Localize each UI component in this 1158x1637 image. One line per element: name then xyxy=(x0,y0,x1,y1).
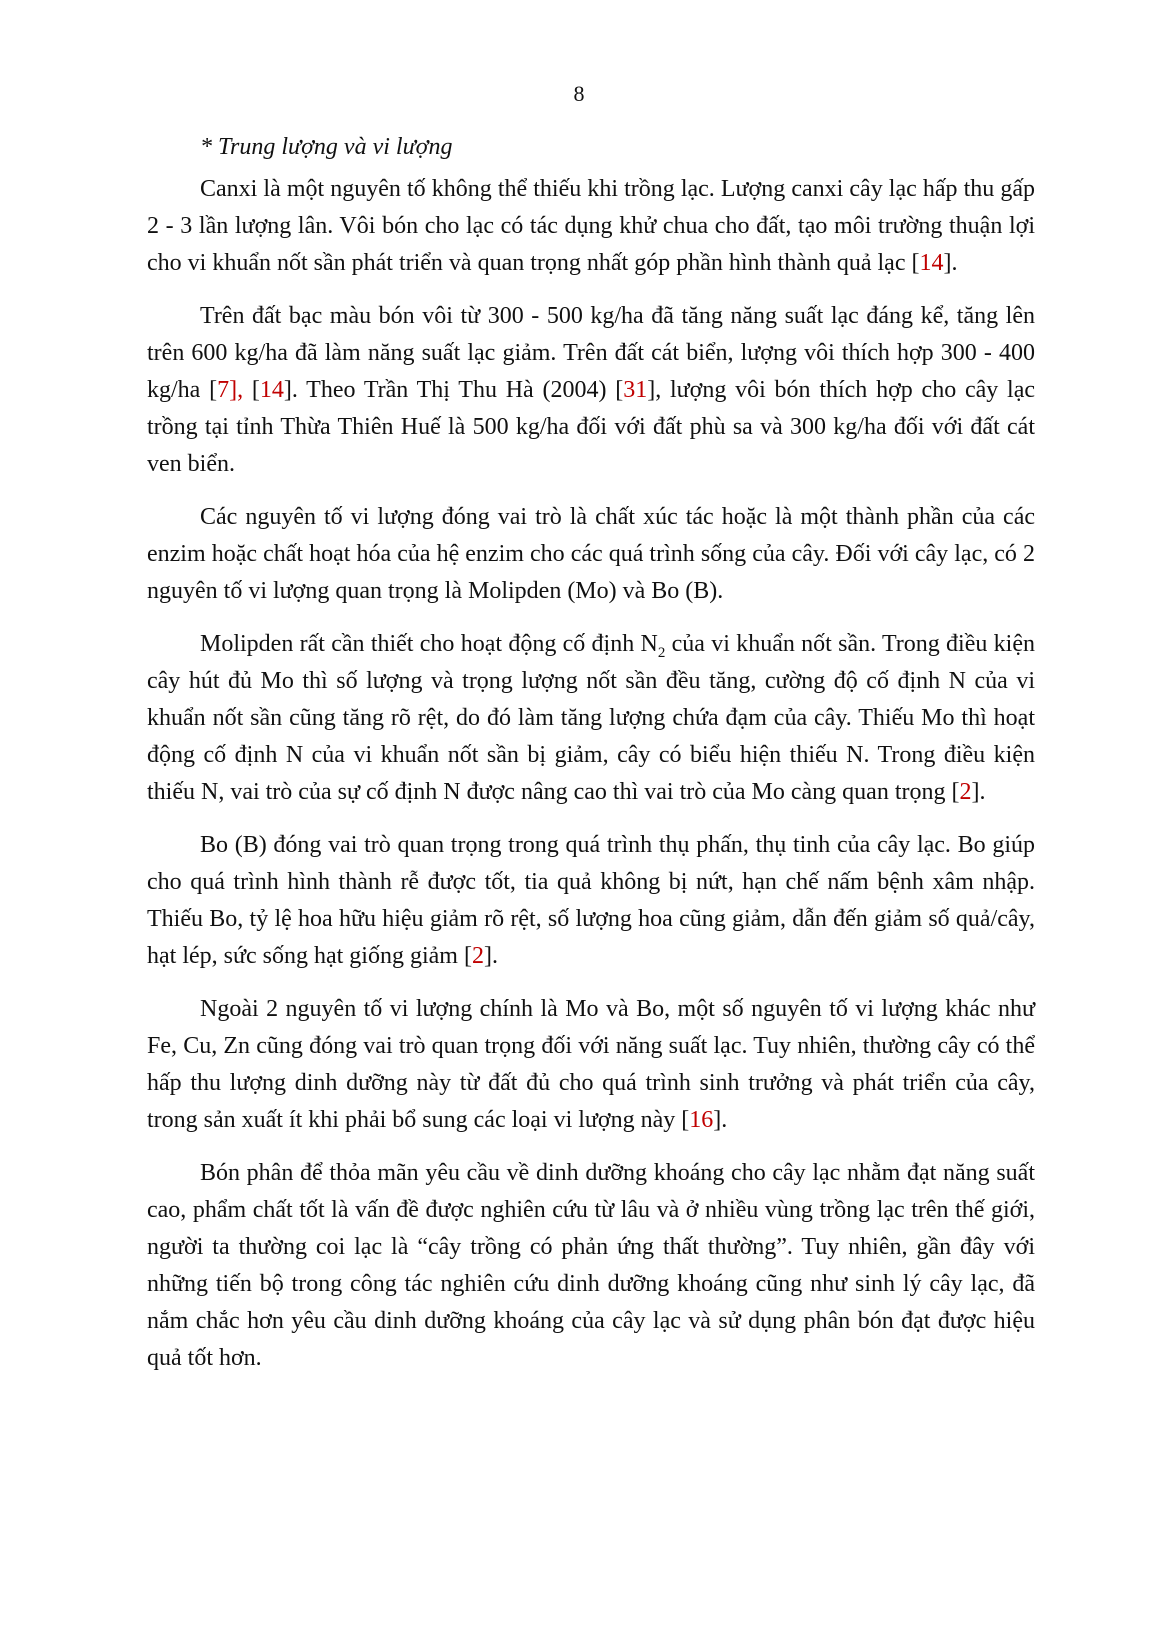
paragraph-text: ]. xyxy=(713,1107,728,1133)
citation-link[interactable]: 2 xyxy=(959,779,972,805)
paragraph-other-micronutrients xyxy=(147,991,1035,1139)
paragraph-lime-dosage xyxy=(147,298,1035,483)
paragraph-text: ], lượng vôi bón thích hợp cho cây lạc trồng tại tỉnh Thừa Thiên Huế là 500 kg/ha đối với đất phù sa và 300 kg/ha đối với đất cát ven biển. xyxy=(147,377,1036,477)
page-number: 8 xyxy=(573,81,585,106)
citation-link[interactable]: 2 xyxy=(471,943,484,969)
paragraph-fertilizer: Bón phân để thỏa mãn yêu cầu về dinh dưỡng khoáng cho cây lạc nhằm đạt năng suất cao, phẩm chất tốt là vấn đề được nghiên cứu từ lâu và ở nhiều vùng trồng lạc trên thế giới, người ta thường coi lạc là “cây trồng có phản ứng thất thường”. Tuy nhiên, gần đây với những tiến bộ trong công tác nghiên cứu dinh dưỡng khoáng cũng như sinh lý cây lạc, đã nắm chắc hơn yêu cầu dinh dưỡng khoáng của cây lạc và sử dụng phân bón đạt được hiệu quả tốt hơn. xyxy=(147,1160,1035,1371)
citation-link[interactable]: 31 xyxy=(623,377,648,403)
section-heading: * Trung lượng và vi lượng xyxy=(200,134,453,160)
citation-link[interactable]: 7], xyxy=(217,377,244,403)
paragraph-micronutrients: Các nguyên tố vi lượng đóng vai trò là chất xúc tác hoặc là một thành phần của các enzim hoặc chất hoạt hóa của hệ enzim cho các quá trình sống của cây. Đối với cây lạc, có 2 nguyên tố vi lượng quan trọng là Molipden (Mo) và Bo (B). xyxy=(147,504,1035,604)
paragraph-canxi xyxy=(147,171,1035,282)
paragraph-text: ]. Theo Trần Thị Thu Hà (2004) [ xyxy=(283,377,624,403)
paragraph-text: Ngoài 2 nguyên tố vi lượng chính là Mo và Bo, một số nguyên tố vi lượng khác như Fe, Cu, Zn cũng đóng vai trò quan trọng đối với năng suất lạc. Tuy nhiên, thường cây có thể hấp thu lượng dinh dưỡng này từ đất đủ cho quá trình sinh trưởng và phát triển của cây, trong sản xuất ít khi phải bổ sung các loại vi lượng này [ xyxy=(147,996,1035,1133)
paragraph-text: Canxi là một nguyên tố không thể thiếu khi trồng lạc. Lượng canxi cây lạc hấp thu gấp 2 - 3 lần lượng lân. Vôi bón cho lạc có tác dụng khử chua cho đất, tạo môi trường thuận lợi cho vi khuẩn nốt sần phát triển và quan trọng nhất góp phần hình thành quả lạc [ xyxy=(147,176,1035,276)
subscript: 2 xyxy=(657,644,666,661)
paragraph-text: Bo (B) đóng vai trò quan trọng trong quá trình thụ phấn, thụ tinh của cây lạc. Bo giúp cho quá trình hình thành rễ được tốt, tia quả không bị nứt, hạn chế nấm bệnh xâm nhập. Thiếu Bo, tỷ lệ hoa hữu hiệu giảm rõ rệt, số lượng hoa cũng giảm, dẫn đến giảm số quả/cây, hạt lép, sức sống hạt giống giảm [ xyxy=(147,832,1035,969)
paragraph-text: [ xyxy=(243,377,260,403)
paragraph-text: ]. xyxy=(483,943,498,969)
paragraph-text: ]. xyxy=(971,779,986,805)
paragraph-molipden xyxy=(147,626,1035,811)
citation-link[interactable]: 16 xyxy=(689,1107,714,1133)
document-body xyxy=(147,129,1035,1393)
citation-link[interactable]: 14 xyxy=(919,250,944,276)
citation-link[interactable]: 14 xyxy=(259,377,284,403)
paragraph-text: của vi khuẩn nốt sần. Trong điều kiện cây hút đủ Mo thì số lượng và trọng lượng nốt sần đều tăng, cường độ cố định N của vi khuẩn nốt sần cũng tăng rõ rệt, do đó làm tăng lượng chứa đạm của cây. Thiếu Mo thì hoạt động cố định N của vi khuẩn nốt sần bị giảm, cây có biểu hiện thiếu N. Trong điều kiện thiếu N, vai trò của sự cố định N được nâng cao thì vai trò của Mo càng quan trọng [ xyxy=(147,631,1035,805)
paragraph-text: Trên đất bạc màu bón vôi từ 300 - 500 kg/ha đã tăng năng suất lạc đáng kể, tăng lên trên 600 kg/ha đã làm năng suất lạc giảm. Trên đất cát biển, lượng vôi thích hợp 300 - 400 kg/ha [ xyxy=(147,303,1035,403)
paragraph-text: ]. xyxy=(943,250,958,276)
paragraph-bo xyxy=(147,827,1035,975)
paragraph-text: Molipden rất cần thiết cho hoạt động cố định N xyxy=(200,631,658,657)
